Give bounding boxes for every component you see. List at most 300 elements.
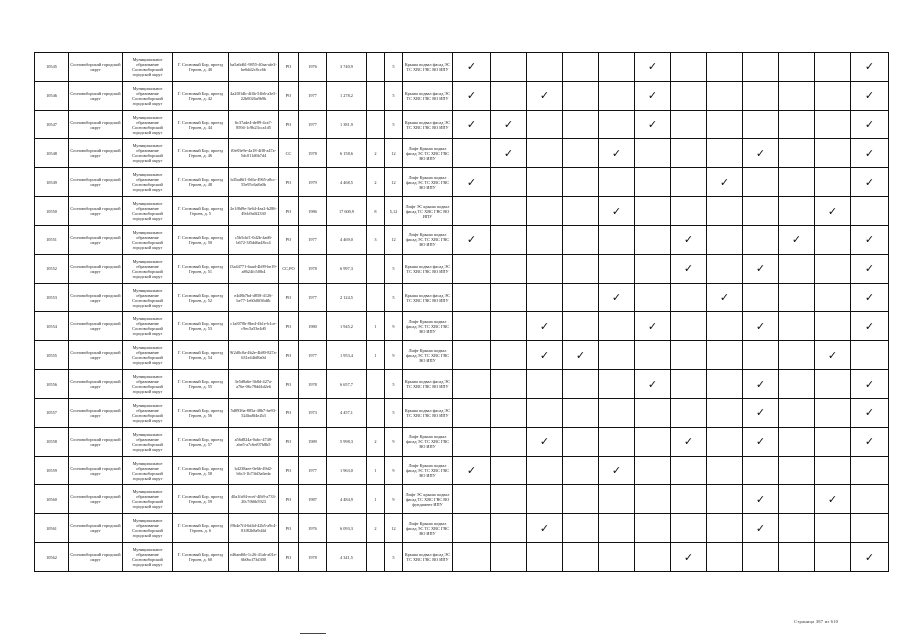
cell-addr: Г. Сосновый Бор, проезд Героев, д. 56 [173, 398, 229, 427]
cell-mo: Муниципальное образование Сосновоборский городской округ [123, 225, 173, 254]
cell-id: 10551 [35, 225, 69, 254]
check-mark-icon: ✓ [539, 348, 550, 362]
work-cell [635, 427, 671, 456]
table-row [35, 139, 889, 168]
work-cell [491, 110, 527, 139]
check-mark-icon: ✓ [611, 204, 622, 218]
work-cell [707, 168, 743, 197]
cell-year: 1976 [299, 514, 327, 543]
cell-year: 1979 [299, 168, 327, 197]
work-cell [671, 427, 707, 456]
work-cell [563, 514, 599, 543]
work-cell [453, 168, 491, 197]
work-cell [491, 312, 527, 341]
cell-guid: 6c37ade4-de89-4ca7-8594-1c9b23cca1d5 [229, 110, 279, 139]
cell-guid: b4238aee-0e6b-49d2-b6c3-1b73fd3a6eda [229, 456, 279, 485]
work-cell [491, 456, 527, 485]
work-cell [491, 81, 527, 110]
work-cell [635, 254, 671, 283]
work-cell [707, 543, 743, 572]
work-cell [453, 341, 491, 370]
cell-district: Сосновоборский городской округ [69, 312, 123, 341]
cell-district: Сосновоборский городской округ [69, 370, 123, 399]
work-cell [779, 370, 815, 399]
work-cell [851, 81, 889, 110]
cell-district: Сосновоборский городской округ [69, 168, 123, 197]
cell-works: Крыша подвал фасад ЭС ТС ХВС ГВС ВО ИПУ [403, 110, 453, 139]
cell-f1 [367, 254, 385, 283]
work-cell [671, 456, 707, 485]
check-mark-icon: ✓ [719, 291, 730, 305]
work-cell [563, 254, 599, 283]
table-row [35, 283, 889, 312]
work-cell [453, 53, 491, 82]
check-mark-icon: ✓ [755, 406, 766, 420]
check-mark-icon: ✓ [864, 175, 875, 189]
work-cell [815, 398, 851, 427]
work-cell [743, 254, 779, 283]
cell-mo: Муниципальное образование Сосновоборский городской округ [123, 53, 173, 82]
work-cell [851, 312, 889, 341]
cell-district: Сосновоборский городской округ [69, 110, 123, 139]
work-cell [563, 168, 599, 197]
work-cell [743, 53, 779, 82]
work-cell [815, 139, 851, 168]
cell-f1: 2 [367, 139, 385, 168]
work-cell [743, 485, 779, 514]
check-mark-icon: ✓ [647, 118, 658, 132]
work-cell [599, 81, 635, 110]
cell-mo: Муниципальное образование Сосновоборский городской округ [123, 312, 173, 341]
work-cell [707, 53, 743, 82]
check-mark-icon: ✓ [683, 262, 694, 276]
cell-addr: Г. Сосновый Бор, проезд Героев, д. 54 [173, 341, 229, 370]
cell-year: 1977 [299, 225, 327, 254]
work-cell [453, 514, 491, 543]
work-cell [743, 312, 779, 341]
check-mark-icon: ✓ [647, 319, 658, 333]
cell-guid: f3a44771-6aad-4b99-be19-a8624fc5f0b4 [229, 254, 279, 283]
check-mark-icon: ✓ [864, 435, 875, 449]
cell-area: 2 124,5 [327, 283, 367, 312]
work-cell [851, 341, 889, 370]
table-row [35, 110, 889, 139]
work-cell [491, 427, 527, 456]
cell-form: РО [279, 312, 299, 341]
cell-f1: 1 [367, 456, 385, 485]
cell-f1: 8 [367, 197, 385, 226]
cell-f1 [367, 543, 385, 572]
cell-district: Сосновоборский городской округ [69, 398, 123, 427]
cell-mo: Муниципальное образование Сосновоборский городской округ [123, 197, 173, 226]
work-cell [851, 283, 889, 312]
work-cell [563, 312, 599, 341]
work-cell [599, 370, 635, 399]
cell-district: Сосновоборский городской округ [69, 427, 123, 456]
cell-district: Сосновоборский городской округ [69, 81, 123, 110]
work-cell [635, 81, 671, 110]
cell-form: РО [279, 168, 299, 197]
cell-f2: 9 [385, 485, 403, 514]
work-cell [563, 456, 599, 485]
cell-id: 10546 [35, 81, 69, 110]
cell-works: Крыша подвал фасад ЭС ТС ХВС ГВС ВО ИПУ [403, 370, 453, 399]
cell-mo: Муниципальное образование Сосновоборский городской округ [123, 81, 173, 110]
cell-f2: 12 [385, 225, 403, 254]
cell-f1 [367, 398, 385, 427]
cell-district: Сосновоборский городской округ [69, 485, 123, 514]
work-cell [851, 254, 889, 283]
work-cell [851, 53, 889, 82]
cell-area: 6 997,3 [327, 254, 367, 283]
check-mark-icon: ✓ [466, 233, 477, 247]
cell-district: Сосновоборский городской округ [69, 139, 123, 168]
work-cell [743, 197, 779, 226]
cell-area: 1 278,2 [327, 81, 367, 110]
cell-f2: 12 [385, 168, 403, 197]
cell-district: Сосновоборский городской округ [69, 341, 123, 370]
cell-f2: 5 [385, 543, 403, 572]
cell-addr: Г. Сосновый Бор, проезд Героев, д. 57 [173, 427, 229, 456]
work-cell [671, 370, 707, 399]
work-cell [815, 53, 851, 82]
work-cell [527, 341, 563, 370]
work-cell [671, 283, 707, 312]
check-mark-icon: ✓ [466, 464, 477, 477]
work-cell [779, 514, 815, 543]
cell-district: Сосновоборский городской округ [69, 456, 123, 485]
check-mark-icon: ✓ [539, 435, 550, 449]
work-cell [815, 514, 851, 543]
cell-f1: 1 [367, 312, 385, 341]
cell-guid: c5b5cbf1-0d2b-4ad6-b672-3f5dd6a48cc4 [229, 225, 279, 254]
check-mark-icon: ✓ [611, 291, 622, 305]
check-mark-icon: ✓ [466, 175, 477, 189]
cell-guid: ba5a6d61-9855-40aa-afe3-be6dd2c8cc6b [229, 53, 279, 82]
cell-form: РО [279, 456, 299, 485]
cell-form: РО [279, 110, 299, 139]
work-cell [527, 456, 563, 485]
cell-id: 10553 [35, 283, 69, 312]
work-cell [707, 398, 743, 427]
check-mark-icon: ✓ [755, 435, 766, 449]
work-cell [851, 370, 889, 399]
work-cell [743, 110, 779, 139]
cell-year: 1977 [299, 81, 327, 110]
work-cell [671, 254, 707, 283]
check-mark-icon: ✓ [466, 89, 477, 103]
work-cell [707, 139, 743, 168]
cell-mo: Муниципальное образование Сосновоборский городской округ [123, 254, 173, 283]
cell-year: 1987 [299, 485, 327, 514]
work-cell [743, 168, 779, 197]
work-cell [851, 398, 889, 427]
work-cell [491, 53, 527, 82]
cell-area: 4 469,0 [327, 225, 367, 254]
cell-area: 1 381,9 [327, 110, 367, 139]
check-mark-icon: ✓ [466, 60, 477, 74]
work-cell [453, 225, 491, 254]
check-mark-icon: ✓ [466, 118, 477, 132]
table-row [35, 456, 889, 485]
check-mark-icon: ✓ [719, 175, 730, 189]
cell-f1 [367, 81, 385, 110]
cell-f2: 9 [385, 341, 403, 370]
work-cell [707, 283, 743, 312]
cell-district: Сосновоборский городской округ [69, 254, 123, 283]
work-cell [815, 312, 851, 341]
scan-mark [300, 633, 326, 634]
cell-id: 10560 [35, 485, 69, 514]
cell-f2: 9 [385, 456, 403, 485]
cell-form: РО [279, 485, 299, 514]
check-mark-icon: ✓ [503, 146, 514, 160]
work-cell [815, 110, 851, 139]
work-cell [563, 197, 599, 226]
work-cell [453, 283, 491, 312]
work-cell [599, 110, 635, 139]
work-cell [671, 398, 707, 427]
work-cell [563, 543, 599, 572]
work-cell [671, 53, 707, 82]
work-cell [453, 370, 491, 399]
cell-f1: 1 [367, 341, 385, 370]
cell-addr: Г. Сосновый Бор, проезд Героев, д. 50 [173, 225, 229, 254]
work-cell [707, 254, 743, 283]
work-cell [707, 110, 743, 139]
work-cell [671, 197, 707, 226]
cell-f1: 2 [367, 514, 385, 543]
check-mark-icon: ✓ [827, 204, 838, 218]
work-cell [671, 110, 707, 139]
cell-guid: 40a1fa94-ecef-4fb9-a733-20c7f66b5923 [229, 485, 279, 514]
cell-id: 10557 [35, 398, 69, 427]
work-cell [491, 168, 527, 197]
work-cell [635, 110, 671, 139]
cell-f2: 5,12 [385, 197, 403, 226]
work-cell [527, 168, 563, 197]
work-cell [563, 53, 599, 82]
work-cell [563, 139, 599, 168]
cell-f2: 12 [385, 514, 403, 543]
work-cell [635, 139, 671, 168]
work-cell [563, 398, 599, 427]
cell-f1 [367, 53, 385, 82]
cell-area: 4 457,1 [327, 398, 367, 427]
work-cell [671, 514, 707, 543]
work-cell [635, 168, 671, 197]
work-cell [851, 427, 889, 456]
work-cell [743, 543, 779, 572]
work-cell [599, 53, 635, 82]
work-cell [815, 456, 851, 485]
cell-form: РО [279, 225, 299, 254]
cell-addr: Г. Сосновый Бор, проезд Героев, д. 53 [173, 312, 229, 341]
work-cell [779, 283, 815, 312]
cell-addr: Г. Сосновый Бор, проезд Героев, д. 40 [173, 53, 229, 82]
check-mark-icon: ✓ [683, 550, 694, 564]
work-cell [563, 81, 599, 110]
work-cell [527, 543, 563, 572]
work-cell [527, 398, 563, 427]
work-cell [851, 225, 889, 254]
cell-addr: Г. Сосновый Бор, проезд Героев, д. 6 [173, 514, 229, 543]
cell-area: 17 600,9 [327, 197, 367, 226]
work-cell [707, 81, 743, 110]
work-cell [743, 456, 779, 485]
cell-id: 10554 [35, 312, 69, 341]
cell-guid: e46aed6b-1c26-41ab-a01e-6b0bcf73d300 [229, 543, 279, 572]
cell-addr: Г. Сосновый Бор, проезд Героев, д. 52 [173, 283, 229, 312]
cell-mo: Муниципальное образование Сосновоборский городской округ [123, 427, 173, 456]
cell-id: 10562 [35, 543, 69, 572]
cell-district: Сосновоборский городской округ [69, 283, 123, 312]
work-cell [671, 139, 707, 168]
work-cell [815, 427, 851, 456]
cell-form: РО [279, 514, 299, 543]
cell-guid: f0e83e9e-4a18-4ff8-a47a-5dc011d6b7d4 [229, 139, 279, 168]
cell-works: Крыша подвал фасад ЭС ТС ХВС ГВС ВО ИПУ [403, 81, 453, 110]
cell-guid: b45ad6f1-0dfa-4965-a8cc-55e95c6a8a0b [229, 168, 279, 197]
check-mark-icon: ✓ [647, 60, 658, 74]
work-cell [527, 485, 563, 514]
cell-area: 1 963,0 [327, 456, 367, 485]
work-cell [635, 312, 671, 341]
cell-works: Лифт ЭС крыша подвал фасад ТС ХВС ГВС ВО ИПУ [403, 197, 453, 226]
work-cell [491, 485, 527, 514]
cell-works: Лифт Крыша подвал фасад ЭС ТС ХВС ГВС ВО ИПУ [403, 456, 453, 485]
cell-f1: 2 [367, 427, 385, 456]
cell-form: РО [279, 370, 299, 399]
check-mark-icon: ✓ [683, 435, 694, 449]
work-cell [635, 370, 671, 399]
cell-form: РО [279, 427, 299, 456]
work-cell [779, 543, 815, 572]
work-cell [851, 456, 889, 485]
work-cell [599, 197, 635, 226]
work-cell [851, 485, 889, 514]
cell-year: 1989 [299, 427, 327, 456]
work-cell [599, 427, 635, 456]
table-row [35, 398, 889, 427]
cell-mo: Муниципальное образование Сосновоборский городской округ [123, 370, 173, 399]
work-cell [453, 312, 491, 341]
work-cell [779, 197, 815, 226]
work-cell [599, 283, 635, 312]
cell-year: 1986 [299, 197, 327, 226]
cell-id: 10548 [35, 139, 69, 168]
cell-addr: Г. Сосновый Бор, проезд Героев, д. 42 [173, 81, 229, 110]
check-mark-icon: ✓ [683, 233, 694, 247]
cell-year: 1978 [299, 543, 327, 572]
work-cell [563, 283, 599, 312]
cell-mo: Муниципальное образование Сосновоборский городской округ [123, 514, 173, 543]
work-cell [743, 341, 779, 370]
cell-works: Лифт Крыша подвал фасад ЭС ТС ХВС ГВС ВО ИПУ [403, 168, 453, 197]
cell-f2: 5 [385, 398, 403, 427]
cell-works: Лифт ЭС крыша подвал фасад ТС ХВС ГВС ВО фундамент ИПУ [403, 485, 453, 514]
work-cell [635, 283, 671, 312]
cell-f2: 5 [385, 283, 403, 312]
work-cell [779, 225, 815, 254]
table-row [35, 168, 889, 197]
work-cell [851, 139, 889, 168]
check-mark-icon: ✓ [864, 291, 875, 305]
work-cell [635, 225, 671, 254]
work-cell [743, 225, 779, 254]
cell-works: Крыша подвал фасад ЭС ТС ХВС ГВС ВО ИПУ [403, 53, 453, 82]
table-row [35, 427, 889, 456]
cell-mo: Муниципальное образование Сосновоборский городской округ [123, 398, 173, 427]
check-mark-icon: ✓ [755, 377, 766, 391]
work-cell [527, 81, 563, 110]
check-mark-icon: ✓ [755, 146, 766, 160]
work-cell [491, 341, 527, 370]
cell-mo: Муниципальное образование Сосновоборский городской округ [123, 341, 173, 370]
cell-works: Лифт Крыша подвал фасад ЭС ТС ХВС ГВС ВО ИПУ [403, 341, 453, 370]
table-row [35, 254, 889, 283]
work-cell [779, 110, 815, 139]
work-cell [491, 398, 527, 427]
work-cell [599, 485, 635, 514]
work-cell [599, 168, 635, 197]
work-cell [707, 456, 743, 485]
cell-area: 6 158,6 [327, 139, 367, 168]
check-mark-icon: ✓ [864, 118, 875, 132]
cell-f2: 5 [385, 53, 403, 82]
cell-f2: 9 [385, 427, 403, 456]
check-mark-icon: ✓ [647, 89, 658, 103]
work-cell [815, 197, 851, 226]
cell-f1 [367, 110, 385, 139]
work-cell [527, 312, 563, 341]
cell-id: 10555 [35, 341, 69, 370]
cell-f2: 9 [385, 312, 403, 341]
cell-form: РО [279, 197, 299, 226]
work-cell [707, 312, 743, 341]
cell-f2: 5 [385, 110, 403, 139]
cell-year: 1977 [299, 110, 327, 139]
cell-year: 1978 [299, 254, 327, 283]
work-cell [743, 81, 779, 110]
cell-year: 1977 [299, 456, 327, 485]
check-mark-icon: ✓ [864, 146, 875, 160]
cell-mo: Муниципальное образование Сосновоборский городской округ [123, 110, 173, 139]
work-cell [671, 225, 707, 254]
cell-form: РО [279, 341, 299, 370]
cell-id: 10561 [35, 514, 69, 543]
work-cell [491, 139, 527, 168]
cell-addr: Г. Сосновый Бор, проезд Героев, д. 60 [173, 543, 229, 572]
cell-mo: Муниципальное образование Сосновоборский городской округ [123, 543, 173, 572]
check-mark-icon: ✓ [647, 377, 658, 391]
work-cell [491, 225, 527, 254]
cell-works: Крыша подвал фасад ЭС ТС ХВС ГВС ВО ИПУ [403, 398, 453, 427]
work-cell [563, 427, 599, 456]
cell-district: Сосновоборский городской округ [69, 514, 123, 543]
work-cell [563, 485, 599, 514]
check-mark-icon: ✓ [864, 377, 875, 391]
work-cell [743, 514, 779, 543]
work-cell [527, 225, 563, 254]
register-table [34, 52, 889, 572]
cell-id: 10556 [35, 370, 69, 399]
cell-area: 4 468,5 [327, 168, 367, 197]
work-cell [779, 456, 815, 485]
cell-area: 5 998,3 [327, 427, 367, 456]
work-cell [453, 398, 491, 427]
work-cell [453, 139, 491, 168]
